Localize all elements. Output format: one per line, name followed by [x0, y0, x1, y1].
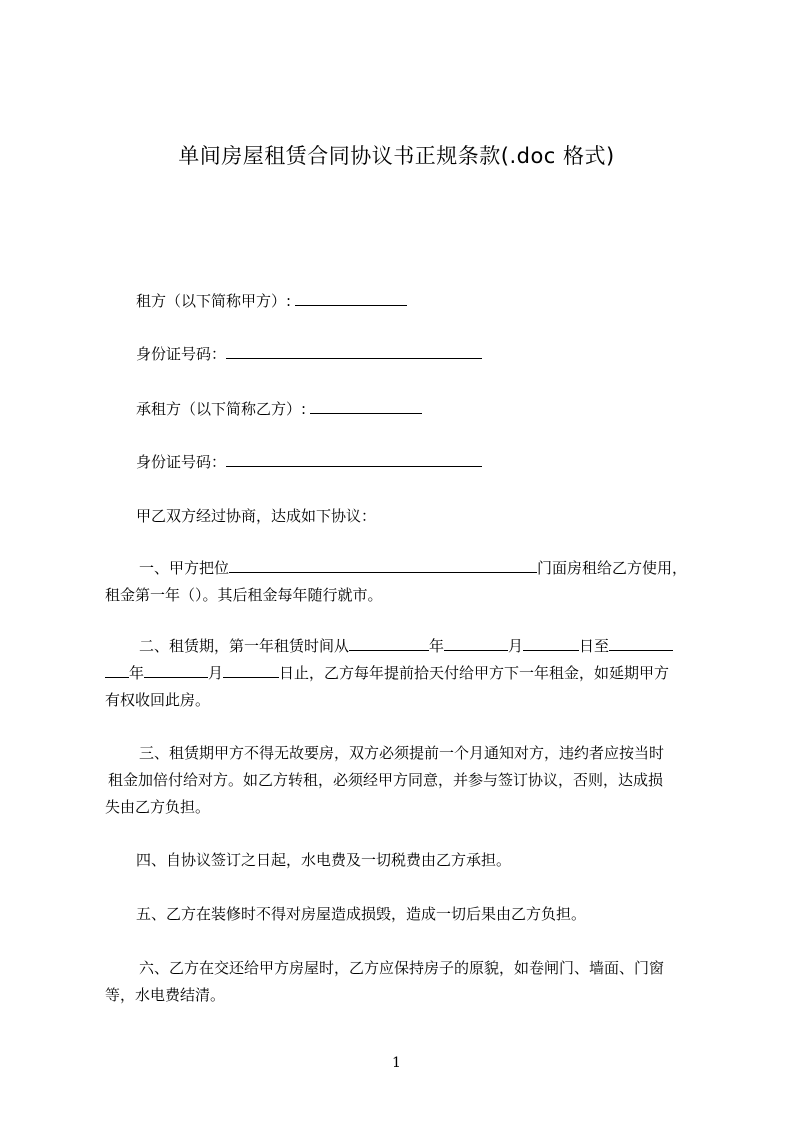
clause-2-end-year-blank-a	[609, 634, 673, 651]
lessor-label: 租方（以下简称甲方）:	[136, 292, 292, 310]
clause-6-line2: 等，水电费结清。	[105, 986, 226, 1004]
lessor-id-blank	[226, 342, 482, 359]
clause-2-start-year-blank	[349, 634, 429, 651]
clause-3-line1: 三、租赁期甲方不得无故要房，双方必须提前一个月通知对方，违约者应按当时	[139, 744, 665, 762]
clause-1	[105, 555, 705, 609]
clause-2-end-day-blank	[223, 661, 279, 678]
clause-2-start-month-blank	[444, 634, 508, 651]
clause-1-location-blank	[229, 556, 537, 573]
clause-2-end-year-blank-b	[105, 661, 129, 678]
lessee-id-blank	[226, 450, 482, 467]
lessee-label: 承租方（以下简称乙方）:	[136, 400, 307, 418]
clause-2	[105, 633, 705, 714]
clause-1-line1-end: 门面房租给乙方使用，	[537, 559, 688, 577]
lessee-blank	[310, 397, 422, 414]
clause-2-month-label: 月	[508, 637, 524, 655]
lessor-line	[136, 289, 407, 313]
clause-2-end-month-blank	[144, 661, 208, 678]
clause-6-line1: 六、乙方在交还给甲方房屋时，乙方应保持房子的原貌，如卷闸门、墙面、门窗	[139, 959, 665, 977]
clause-1-line2: 租金第一年（）。其后租金每年随行就市。	[105, 586, 383, 604]
clause-5: 五、乙方在装修时不得对房屋造成损毁，造成一切后果由乙方负担。	[136, 905, 587, 923]
clause-2-line3: 有权收回此房。	[105, 691, 211, 709]
lessee-id-label: 身份证号码：	[136, 453, 227, 471]
intro-text: 甲乙双方经过协商，达成如下协议：	[136, 507, 377, 525]
page-number: 1	[392, 1055, 401, 1071]
lessor-blank	[295, 289, 407, 306]
clause-2-year-label: 年	[429, 637, 445, 655]
lessee-line	[136, 397, 422, 421]
clause-1-prefix: 一、甲方把位	[139, 559, 230, 577]
lessor-id-label: 身份证号码：	[136, 345, 227, 363]
clause-2-start-day-blank	[523, 634, 579, 651]
clause-2-end-year-label: 年	[129, 664, 145, 682]
lessee-id-line	[136, 450, 482, 474]
document-title: 单间房屋租赁合同协议书正规条款(.doc 格式)	[178, 144, 615, 168]
lessor-id-line	[136, 342, 482, 366]
clause-3-line2: 租金加倍付给对方。如乙方转租，必须经甲方同意，并参与签订协议，否则，达成损	[108, 771, 664, 789]
clause-4: 四、自协议签订之日起，水电费及一切税费由乙方承担。	[136, 851, 512, 869]
clause-3-line3: 失由乙方负担。	[105, 798, 211, 816]
clause-2-rest: 日止，乙方每年提前拾天付给甲方下一年租金，如延期甲方	[279, 664, 670, 682]
clause-2-prefix: 二、租赁期，第一年租赁时间从	[139, 637, 350, 655]
clause-2-day-label: 日至	[579, 637, 610, 655]
clause-6	[105, 955, 705, 1009]
clause-3	[105, 740, 705, 821]
clause-2-end-month-label: 月	[208, 664, 224, 682]
